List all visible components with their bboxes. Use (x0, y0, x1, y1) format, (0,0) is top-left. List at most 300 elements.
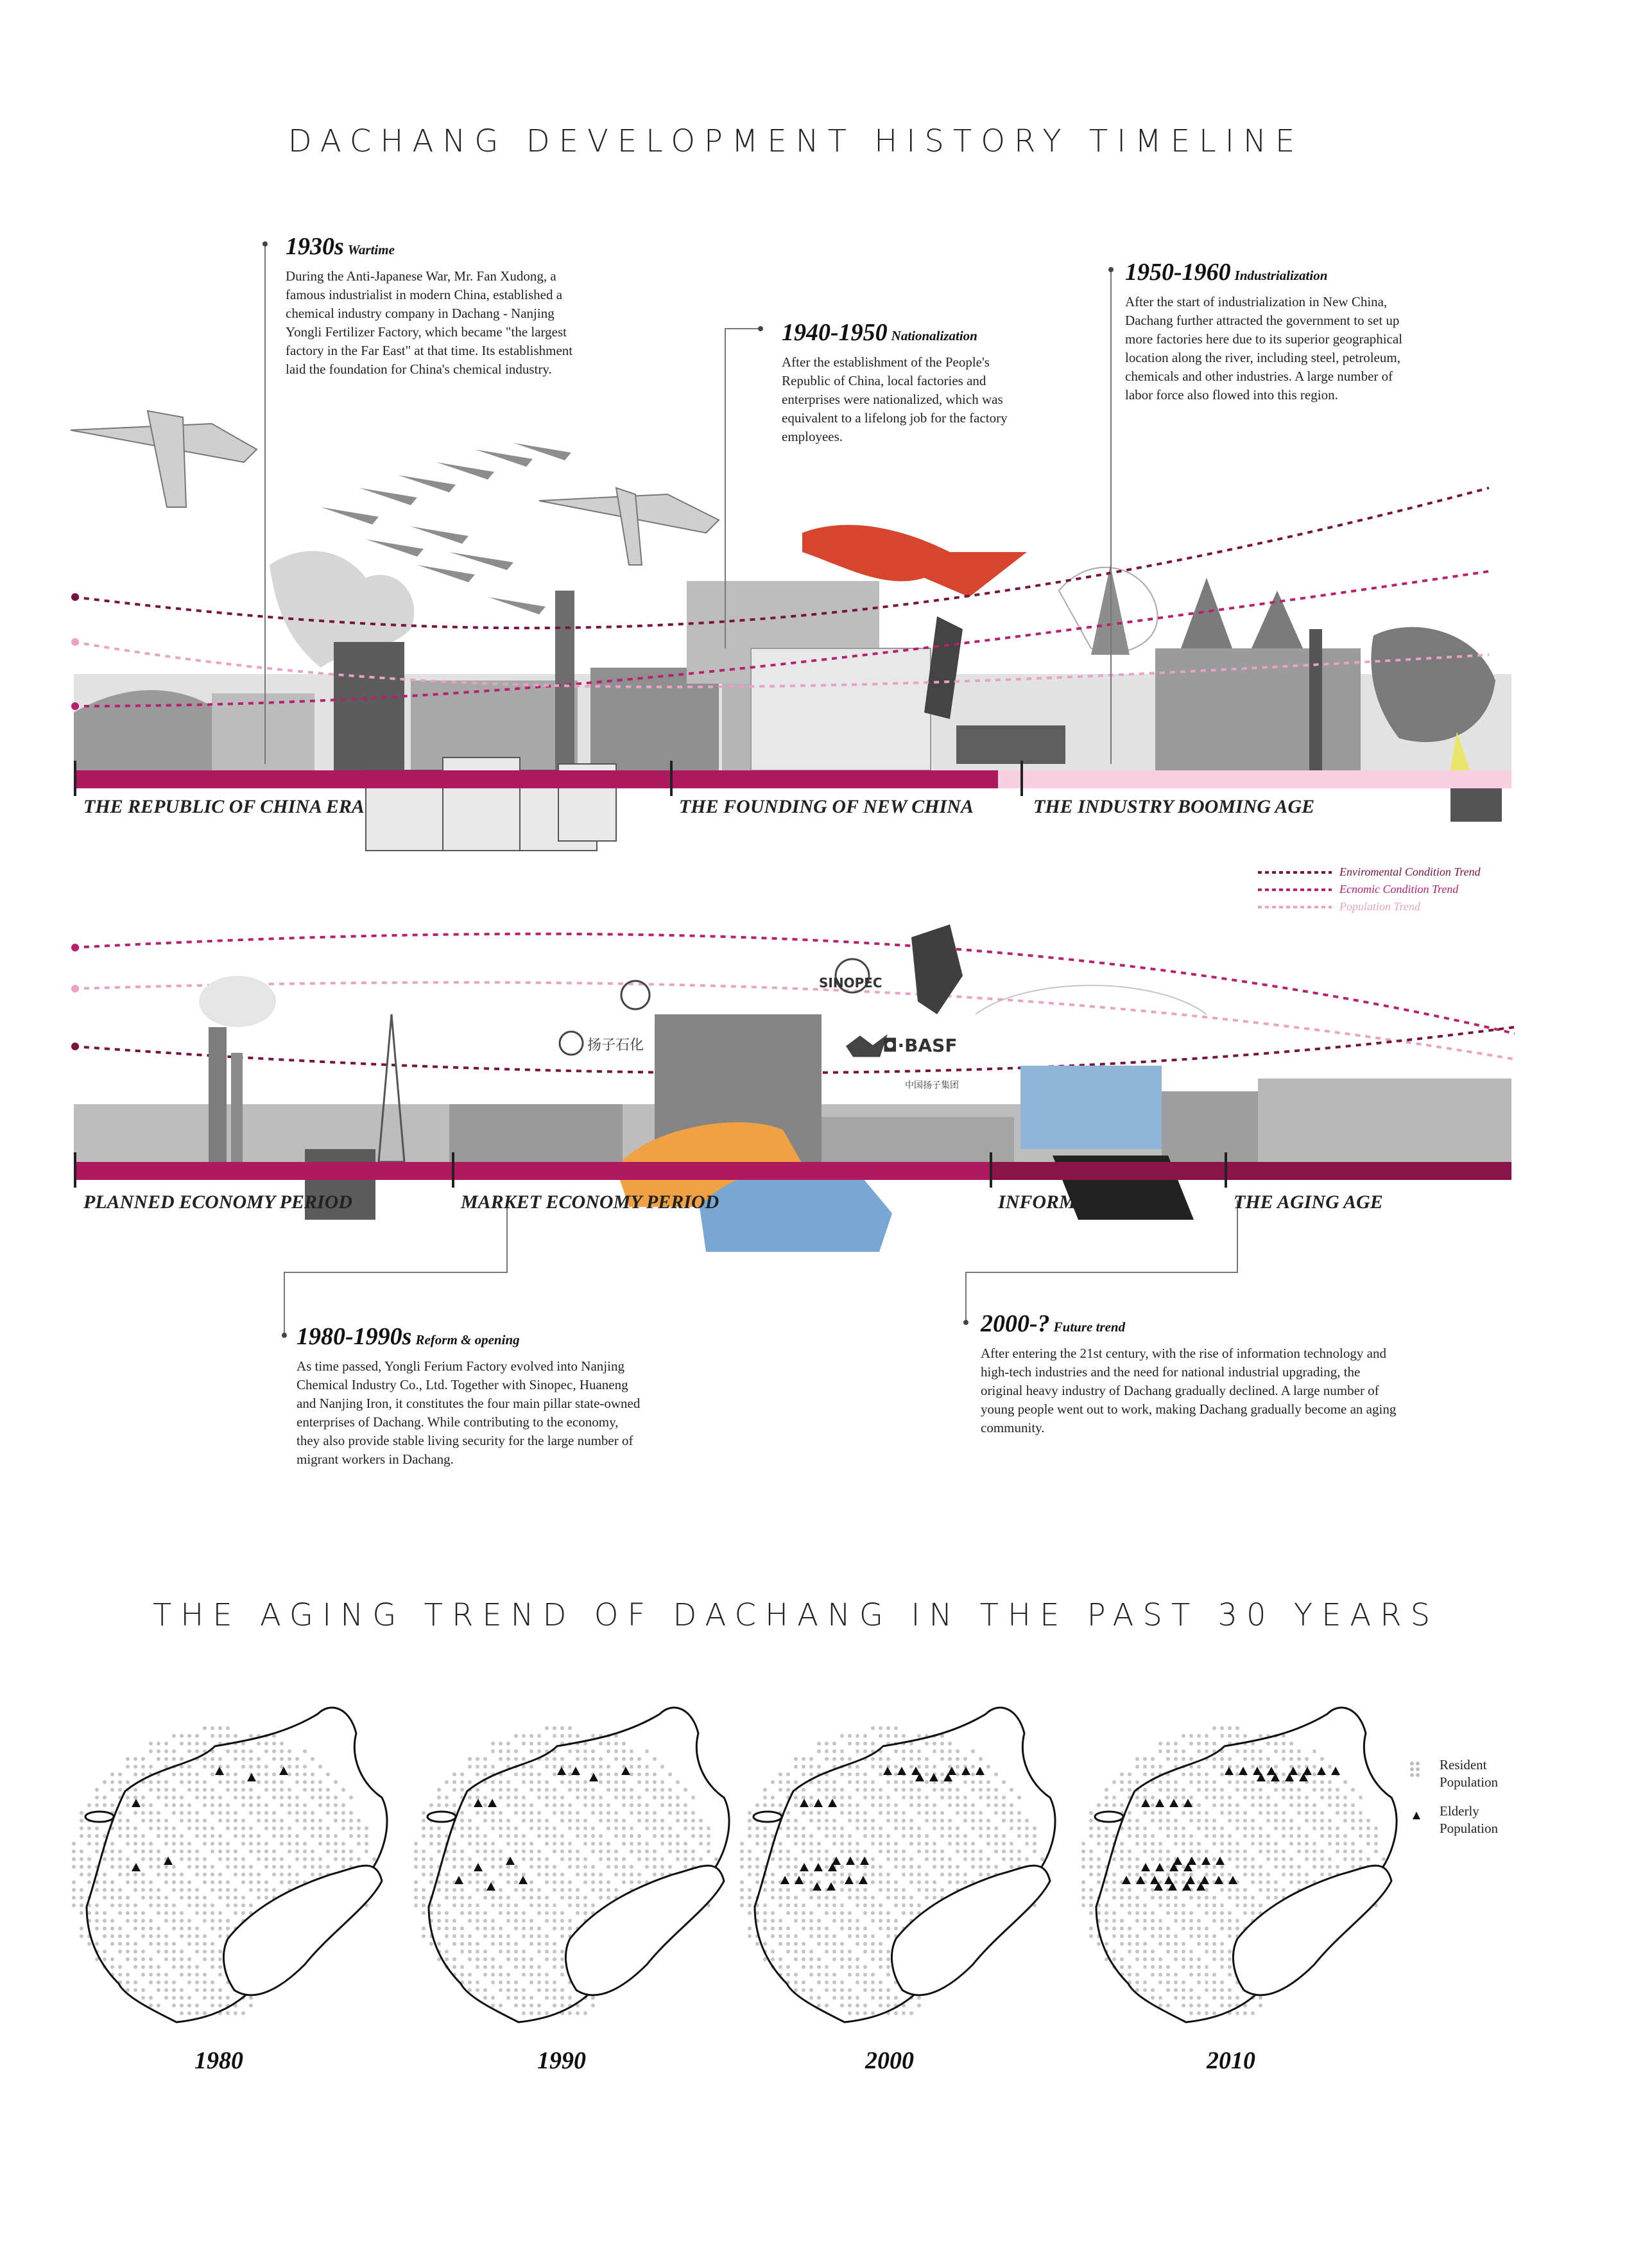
resident-dot (832, 1780, 836, 1784)
resident-dot (468, 1942, 472, 1946)
resident-dot (660, 1803, 664, 1807)
resident-dot (476, 1927, 479, 1930)
resident-dot (514, 1734, 518, 1738)
resident-dot (894, 1842, 898, 1846)
resident-dot (1097, 1942, 1101, 1946)
resident-dot (149, 1934, 153, 1938)
resident-dot (172, 1942, 176, 1946)
resident-dot (1251, 1896, 1255, 1900)
resident-dot (1135, 1919, 1139, 1923)
resident-dot (1097, 1911, 1101, 1915)
resident-dot (940, 1796, 944, 1799)
resident-dot (429, 1911, 433, 1915)
resident-dot (622, 1749, 626, 1753)
resident-dot (809, 1842, 813, 1846)
resident-dot (452, 1919, 456, 1923)
resident-dot (576, 1819, 580, 1823)
resident-dot (295, 1796, 299, 1799)
resident-dot (699, 1826, 703, 1830)
resident-dot (755, 1942, 759, 1946)
resident-dot (226, 1857, 230, 1861)
resident-dot (180, 2004, 184, 2007)
resident-dot (607, 1788, 610, 1792)
resident-dot (940, 1742, 944, 1745)
resident-dot (118, 1788, 122, 1792)
resident-dot (506, 1880, 510, 1884)
resident-dot (894, 1749, 898, 1753)
resident-dot (187, 1865, 191, 1869)
resident-dot (1105, 1826, 1108, 1830)
resident-dot (280, 1742, 284, 1745)
resident-dot (1120, 1849, 1124, 1853)
resident-dot (491, 1826, 495, 1830)
resident-dot (264, 1803, 268, 1807)
resident-dot (1259, 1996, 1262, 2000)
resident-dot (1182, 1849, 1185, 1853)
resident-dot (133, 1788, 137, 1792)
resident-dot (1017, 1811, 1021, 1815)
resident-dot (1220, 1965, 1224, 1969)
resident-dot (607, 1849, 610, 1853)
resident-dot (1025, 1826, 1029, 1830)
resident-dot (886, 1896, 890, 1900)
resident-dot (979, 1757, 983, 1761)
resident-dot (1343, 1803, 1347, 1807)
resident-dot (909, 2011, 913, 2015)
resident-dot (164, 1903, 168, 1907)
resident-dot (1359, 1849, 1363, 1853)
resident-dot (591, 1749, 595, 1753)
resident-dot (879, 1980, 882, 1984)
resident-dot (879, 2004, 882, 2007)
resident-dot (879, 1834, 882, 1838)
resident-dot (195, 1811, 199, 1815)
resident-dot (1259, 1849, 1262, 1853)
resident-dot (203, 1911, 207, 1915)
resident-dot (748, 1896, 752, 1900)
resident-dot (249, 1996, 253, 2000)
resident-dot (118, 1849, 122, 1853)
resident-dot (1228, 1842, 1232, 1846)
resident-dot (476, 1849, 479, 1853)
resident-dot (1235, 1780, 1239, 1784)
resident-dot (802, 1772, 805, 1776)
resident-dot (1220, 1734, 1224, 1738)
resident-dot (141, 1919, 145, 1923)
resident-dot (863, 1826, 867, 1830)
resident-dot (429, 1826, 433, 1830)
resident-dot (794, 1842, 798, 1846)
resident-dot (234, 1849, 237, 1853)
resident-dot (1320, 1780, 1324, 1784)
resident-dot (599, 1803, 603, 1807)
resident-dot (1312, 1811, 1316, 1815)
resident-dot (1266, 1757, 1270, 1761)
resident-dot (779, 1803, 782, 1807)
resident-dot (886, 1819, 890, 1823)
resident-dot (422, 1911, 426, 1915)
resident-dot (1243, 1873, 1247, 1876)
resident-dot (249, 1796, 253, 1799)
resident-dot (748, 1819, 752, 1823)
legend-label: Elderly Population (1440, 1803, 1499, 1836)
resident-dot (840, 1757, 844, 1761)
resident-dot (445, 1880, 449, 1884)
elderly-triangle (845, 1876, 854, 1884)
resident-dot (103, 1796, 107, 1799)
resident-dot (1182, 1903, 1185, 1907)
resident-dot (771, 1911, 775, 1915)
resident-dot (172, 1888, 176, 1892)
resident-dot (840, 1788, 844, 1792)
resident-dot (1274, 1765, 1278, 1769)
resident-dot (1105, 1796, 1108, 1799)
resident-dot (506, 1996, 510, 2000)
resident-dot (226, 1903, 230, 1907)
resident-dot (763, 1927, 767, 1930)
resident-dot (840, 1888, 844, 1892)
resident-dot (341, 1819, 345, 1823)
resident-dot (1320, 1857, 1324, 1861)
resident-dot (886, 1996, 890, 2000)
resident-dot (1282, 1826, 1286, 1830)
resident-dot (653, 1780, 657, 1784)
resident-dot (1266, 1803, 1270, 1807)
resident-dot (583, 1873, 587, 1876)
resident-dot (825, 1934, 829, 1938)
resident-dot (491, 1996, 495, 2000)
resident-dot (203, 2011, 207, 2015)
resident-dot (856, 1996, 859, 2000)
lake-shape (753, 1812, 782, 1822)
resident-dot (794, 1919, 798, 1923)
resident-dot (1166, 1896, 1170, 1900)
resident-dot (614, 1796, 618, 1799)
resident-dot (157, 1865, 160, 1869)
resident-dot (1158, 1749, 1162, 1753)
resident-dot (1205, 1742, 1209, 1745)
resident-dot (676, 1780, 680, 1784)
resident-dot (187, 1896, 191, 1900)
resident-dot (187, 1849, 191, 1853)
resident-dot (925, 1834, 929, 1838)
resident-dot (1135, 1942, 1139, 1946)
resident-dot (1143, 1957, 1147, 1961)
resident-dot (1282, 1865, 1286, 1869)
resident-dot (1297, 1826, 1301, 1830)
resident-dot (553, 1765, 556, 1769)
resident-dot (172, 1734, 176, 1738)
resident-dot (491, 1849, 495, 1853)
resident-dot (568, 1927, 572, 1930)
resident-dot (1312, 1826, 1316, 1830)
resident-dot (180, 1888, 184, 1892)
resident-dot (948, 1757, 952, 1761)
resident-dot (414, 1849, 418, 1853)
resident-dot (506, 1757, 510, 1761)
resident-dot (917, 1811, 921, 1815)
resident-dot (1297, 1880, 1301, 1884)
resident-dot (1220, 1996, 1224, 2000)
chimney (555, 591, 574, 770)
resident-dot (172, 1803, 176, 1807)
resident-dot (460, 1780, 464, 1784)
resident-dot (1259, 2004, 1262, 2007)
resident-dot (1212, 1842, 1216, 1846)
resident-dot (1002, 1857, 1006, 1861)
resident-dot (948, 1865, 952, 1869)
resident-dot (357, 1819, 361, 1823)
resident-dot (187, 1919, 191, 1923)
resident-dot (909, 1765, 913, 1769)
resident-dot (1212, 1803, 1216, 1807)
resident-dot (422, 1819, 426, 1823)
resident-dot (1297, 1749, 1301, 1753)
resident-dot (794, 1896, 798, 1900)
resident-dot (1228, 1726, 1232, 1730)
resident-dot (195, 1888, 199, 1892)
resident-dot (986, 1873, 990, 1876)
resident-dot (157, 1911, 160, 1915)
resident-dot (460, 1888, 464, 1892)
resident-dot (491, 1973, 495, 1977)
resident-dot (848, 1988, 852, 1992)
resident-dot (1166, 1857, 1170, 1861)
resident-dot (607, 1842, 610, 1846)
resident-dot (979, 1796, 983, 1799)
resident-dot (771, 1803, 775, 1807)
resident-dot (288, 1811, 291, 1815)
resident-dot (164, 1873, 168, 1876)
resident-dot (840, 1980, 844, 1984)
resident-dot (802, 1873, 805, 1876)
resident-dot (110, 1919, 114, 1923)
resident-dot (986, 1796, 990, 1799)
resident-dot (318, 1788, 322, 1792)
resident-dot (779, 1857, 782, 1861)
resident-dot (445, 1927, 449, 1930)
bottom-collage (0, 899, 1652, 1348)
resident-dot (825, 1927, 829, 1930)
resident-dot (126, 1942, 130, 1946)
resident-dot (180, 1973, 184, 1977)
resident-dot (460, 1788, 464, 1792)
resident-dot (832, 1903, 836, 1907)
resident-dot (1189, 1965, 1193, 1969)
resident-dot (607, 1888, 610, 1892)
resident-dot (879, 1757, 882, 1761)
resident-dot (568, 1903, 572, 1907)
era-label-republic: THE REPUBLIC OF CHINA ERA (83, 796, 365, 817)
resident-dot (514, 2004, 518, 2007)
resident-dot (318, 1857, 322, 1861)
resident-dot (971, 1849, 975, 1853)
resident-dot (794, 1780, 798, 1784)
resident-dot (1351, 1826, 1355, 1830)
resident-dot (437, 1826, 441, 1830)
resident-dot (832, 1834, 836, 1838)
resident-dot (1297, 1788, 1301, 1792)
resident-dot (445, 1888, 449, 1892)
resident-dot (1205, 1749, 1209, 1753)
resident-dot (902, 1757, 906, 1761)
resident-dot (257, 1742, 261, 1745)
resident-dot (452, 1780, 456, 1784)
resident-dot (879, 1865, 882, 1869)
resident-dot (763, 1834, 767, 1838)
resident-dot (622, 1865, 626, 1869)
resident-dot (637, 1772, 641, 1776)
resident-dot (141, 1911, 145, 1915)
resident-dot (699, 1842, 703, 1846)
resident-dot (863, 1973, 867, 1977)
resident-dot (1343, 1857, 1347, 1861)
resident-dot (187, 2011, 191, 2015)
resident-dot (476, 1873, 479, 1876)
resident-dot (211, 1911, 214, 1915)
resident-dot (157, 1927, 160, 1930)
resident-dot (126, 1973, 130, 1977)
resident-dot (817, 1919, 821, 1923)
resident-dot (925, 1765, 929, 1769)
era-label-aging-age: THE AGING AGE (1234, 1191, 1383, 1213)
seated-portrait (334, 642, 404, 770)
resident-dot (583, 1826, 587, 1830)
resident-dot (187, 1842, 191, 1846)
resident-dot (226, 1826, 230, 1830)
resident-dot (483, 1896, 487, 1900)
resident-dot (848, 1919, 852, 1923)
resident-dot (141, 1849, 145, 1853)
resident-dot (226, 1726, 230, 1730)
resident-dot (468, 1980, 472, 1984)
resident-dot (763, 1788, 767, 1792)
resident-dot (522, 1765, 526, 1769)
resident-dot (879, 1942, 882, 1946)
resident-dot (483, 1873, 487, 1876)
resident-dot (506, 1780, 510, 1784)
resident-dot (529, 1888, 533, 1892)
resident-dot (691, 1796, 695, 1799)
resident-dot (1235, 1726, 1239, 1730)
resident-dot (848, 2011, 852, 2015)
resident-dot (522, 1734, 526, 1738)
resident-dot (211, 1865, 214, 1869)
resident-dot (164, 1865, 168, 1869)
resident-dot (460, 1973, 464, 1977)
resident-dot (1351, 1811, 1355, 1815)
resident-dot (1197, 1849, 1201, 1853)
resident-dot (607, 1857, 610, 1861)
resident-dot (1197, 1965, 1201, 1969)
resident-dot (956, 1749, 959, 1753)
resident-dot (1120, 1803, 1124, 1807)
resident-dot (825, 1819, 829, 1823)
resident-dot (763, 1842, 767, 1846)
resident-dot (894, 1826, 898, 1830)
resident-dot (187, 1826, 191, 1830)
resident-dot (856, 1965, 859, 1969)
resident-dot (499, 1826, 503, 1830)
resident-dot (863, 1911, 867, 1915)
resident-dot (684, 1826, 687, 1830)
resident-dot (1089, 1903, 1093, 1907)
resident-dot (1220, 1796, 1224, 1799)
resident-dot (110, 1849, 114, 1853)
resident-dot (794, 1796, 798, 1799)
resident-dot (195, 1927, 199, 1930)
resident-dot (429, 1873, 433, 1876)
resident-dot (180, 1996, 184, 2000)
resident-dot (357, 1857, 361, 1861)
resident-dot (334, 1811, 338, 1815)
resident-dot (126, 1765, 130, 1769)
resident-dot (226, 1842, 230, 1846)
resident-dot (1282, 1796, 1286, 1799)
resident-dot (537, 2011, 541, 2015)
resident-dot (1220, 1865, 1224, 1869)
resident-dot (280, 1826, 284, 1830)
resident-dot (1143, 1903, 1147, 1907)
resident-dot (909, 1788, 913, 1792)
resident-dot (133, 1849, 137, 1853)
resident-dot (848, 1896, 852, 1900)
resident-dot (1166, 1834, 1170, 1838)
resident-dot (886, 1780, 890, 1784)
resident-dot (553, 1903, 556, 1907)
resident-dot (1251, 1788, 1255, 1792)
resident-dot (95, 1880, 99, 1884)
robot-arm (911, 924, 963, 1014)
resident-dot (1112, 1780, 1116, 1784)
resident-dot (529, 1849, 533, 1853)
resident-dot (909, 1842, 913, 1846)
resident-dot (195, 1896, 199, 1900)
resident-dot (1289, 1757, 1293, 1761)
resident-dot (1033, 1849, 1037, 1853)
resident-dot (211, 1796, 214, 1799)
resident-dot (288, 1765, 291, 1769)
resident-dot (1174, 1873, 1178, 1876)
resident-dot (1010, 1811, 1013, 1815)
resident-dot (529, 1934, 533, 1938)
resident-dot (468, 1873, 472, 1876)
resident-dot (917, 1765, 921, 1769)
resident-dot (568, 1996, 572, 2000)
resident-dot (583, 1788, 587, 1792)
resident-dot (630, 1849, 633, 1853)
resident-dot (1002, 1819, 1006, 1823)
resident-dot (303, 1780, 307, 1784)
resident-dot (817, 1780, 821, 1784)
resident-dot (141, 1811, 145, 1815)
resident-dot (786, 1973, 790, 1977)
resident-dot (1017, 1819, 1021, 1823)
resident-dot (1220, 1842, 1224, 1846)
resident-dot (840, 1842, 844, 1846)
resident-dot (560, 1927, 564, 1930)
resident-dot (429, 1942, 433, 1946)
resident-dot (614, 1772, 618, 1776)
resident-dot (1089, 1849, 1093, 1853)
resident-dot (786, 1903, 790, 1907)
resident-dot (786, 1849, 790, 1853)
resident-dot (1097, 1842, 1101, 1846)
resident-dot (133, 1911, 137, 1915)
resident-dot (909, 1873, 913, 1876)
resident-dot (483, 1834, 487, 1838)
resident-dot (195, 1903, 199, 1907)
